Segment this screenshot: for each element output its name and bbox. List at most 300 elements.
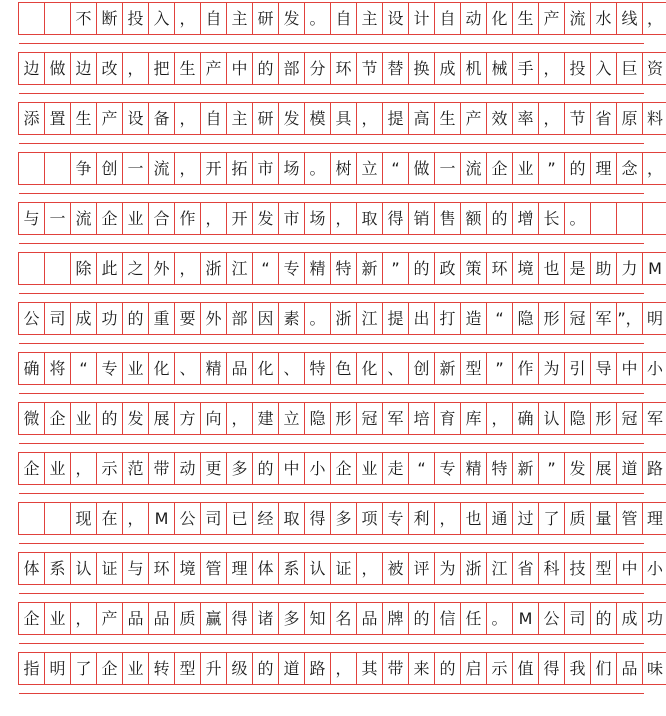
grid-cell: 巨 — [616, 52, 642, 85]
grid-cell: 库 — [460, 402, 486, 435]
grid-cell: 育 — [434, 402, 460, 435]
grid-cell: 自 — [434, 2, 460, 35]
grid-cell: 江 — [356, 302, 382, 335]
grid-cell: 企 — [18, 602, 44, 635]
grid-cell: 现 — [70, 502, 96, 535]
text-row — [19, 202, 644, 235]
grid-cell — [18, 252, 44, 285]
grid-cell: 争 — [70, 152, 96, 185]
grid-cell: 带 — [148, 452, 174, 485]
grid-cell: 流 — [564, 2, 590, 35]
grid-cell: 销 — [408, 202, 434, 235]
grid-cell: 的 — [96, 402, 122, 435]
grid-cell: 培 — [408, 402, 434, 435]
grid-cell: 成 — [616, 602, 642, 635]
grid-cell: 多 — [330, 502, 356, 535]
grid-cell: 素 — [278, 302, 304, 335]
grid-cell: 成 — [434, 52, 460, 85]
grid-cell: ， — [174, 252, 200, 285]
grid-cell: 念 — [616, 152, 642, 185]
text-row — [19, 452, 663, 485]
grid-cell: 小 — [642, 552, 666, 585]
grid-cell: 特 — [330, 252, 356, 285]
grid-cell: 开 — [200, 152, 226, 185]
grid-cell: 级 — [226, 652, 252, 685]
grid-cell: 投 — [122, 2, 148, 35]
grid-cell: ， — [642, 152, 666, 185]
grid-cell: 隐 — [564, 402, 590, 435]
grid-cell: 中 — [278, 452, 304, 485]
grid-cell: 把 — [148, 52, 174, 85]
grid-cell: 赢 — [200, 602, 226, 635]
grid-cell: 得 — [382, 202, 408, 235]
grid-cell: 生 — [174, 52, 200, 85]
grid-cell: 设 — [122, 102, 148, 135]
grid-cell: 专 — [278, 252, 304, 285]
grid-cell: 新 — [512, 452, 538, 485]
grid-cell: 发 — [252, 202, 278, 235]
row-separator-line — [19, 243, 644, 244]
grid-cell: 通 — [486, 502, 512, 535]
grid-cell: 业 — [122, 652, 148, 685]
grid-cell: “ — [382, 152, 408, 185]
grid-cell: 经 — [252, 502, 278, 535]
grid-cell: 明 — [642, 302, 666, 335]
grid-cell: 环 — [148, 552, 174, 585]
grid-cell: 专 — [382, 502, 408, 535]
grid-cell: 化 — [252, 352, 278, 385]
grid-cell: 境 — [174, 552, 200, 585]
text-row — [19, 652, 663, 685]
grid-cell: 开 — [226, 202, 252, 235]
grid-cell: 更 — [200, 452, 226, 485]
grid-cell: 中 — [226, 52, 252, 85]
grid-cell: 理 — [590, 152, 616, 185]
grid-cell: 公 — [538, 602, 564, 635]
grid-cell: 节 — [564, 102, 590, 135]
grid-cell: 、 — [382, 352, 408, 385]
grid-cell: 立 — [356, 152, 382, 185]
grid-cell: 创 — [408, 352, 434, 385]
grid-cell: 投 — [564, 52, 590, 85]
grid-cell: 系 — [278, 552, 304, 585]
grid-cell: 原 — [616, 102, 642, 135]
grid-cell: 企 — [18, 452, 44, 485]
row-separator-line — [19, 43, 644, 44]
grid-cell: 过 — [512, 502, 538, 535]
grid-cell: 线 — [616, 2, 642, 35]
grid-cell: ， — [356, 552, 382, 585]
grid-cell: 边 — [18, 52, 44, 85]
manuscript-grid-paper — [19, 0, 663, 716]
grid-cell: 换 — [408, 52, 434, 85]
grid-cell: 理 — [642, 502, 666, 535]
grid-cell: 水 — [590, 2, 616, 35]
grid-cell: 业 — [70, 402, 96, 435]
grid-cell: 出 — [408, 302, 434, 335]
grid-cell: 其 — [356, 652, 382, 685]
grid-cell: 的 — [590, 602, 616, 635]
grid-cell: 升 — [200, 652, 226, 685]
grid-cell: 军 — [590, 302, 616, 335]
grid-cell: 品 — [226, 352, 252, 385]
grid-cell: 企 — [330, 452, 356, 485]
grid-cell: 发 — [564, 452, 590, 485]
grid-cell: 道 — [616, 452, 642, 485]
grid-cell: 市 — [252, 152, 278, 185]
grid-cell: ， — [174, 102, 200, 135]
grid-cell: 要 — [174, 302, 200, 335]
grid-cell: “ — [70, 352, 96, 385]
grid-cell: 断 — [96, 2, 122, 35]
grid-cell: 节 — [356, 52, 382, 85]
grid-cell: 新 — [434, 352, 460, 385]
row-separator-line — [19, 493, 644, 494]
grid-cell: 江 — [486, 552, 512, 585]
grid-cell: ， — [70, 602, 96, 635]
grid-cell: 色 — [330, 352, 356, 385]
row-separator-line — [19, 593, 644, 594]
grid-cell — [18, 502, 44, 535]
grid-cell: 资 — [642, 52, 666, 85]
grid-cell — [616, 202, 642, 235]
grid-cell: 备 — [148, 102, 174, 135]
grid-cell: 发 — [278, 102, 304, 135]
grid-cell: 除 — [70, 252, 96, 285]
row-separator-line — [19, 193, 644, 194]
grid-cell: 业 — [122, 352, 148, 385]
grid-cell: 了 — [70, 652, 96, 685]
grid-cell: 特 — [304, 352, 330, 385]
grid-cell: 政 — [434, 252, 460, 285]
grid-cell: 带 — [382, 652, 408, 685]
grid-cell: ， — [538, 52, 564, 85]
grid-cell: 形 — [590, 402, 616, 435]
grid-cell: 冠 — [356, 402, 382, 435]
grid-cell: 增 — [512, 202, 538, 235]
grid-cell: ， — [486, 402, 512, 435]
grid-cell: 造 — [460, 302, 486, 335]
grid-cell: 微 — [18, 402, 44, 435]
row-separator-line — [19, 643, 644, 644]
grid-cell: 明 — [44, 652, 70, 685]
grid-cell: ” — [538, 452, 564, 485]
grid-cell: 浙 — [330, 302, 356, 335]
grid-cell: 认 — [70, 552, 96, 585]
grid-cell: “ — [252, 252, 278, 285]
grid-cell: 场 — [278, 152, 304, 185]
grid-cell: 型 — [460, 352, 486, 385]
grid-cell: 得 — [304, 502, 330, 535]
grid-cell — [642, 202, 666, 235]
grid-cell: 诸 — [252, 602, 278, 635]
grid-cell: 体 — [252, 552, 278, 585]
grid-cell: 入 — [148, 2, 174, 35]
grid-cell: 因 — [252, 302, 278, 335]
grid-cell: 、 — [174, 352, 200, 385]
grid-cell: 得 — [538, 652, 564, 685]
grid-cell: 质 — [174, 602, 200, 635]
grid-cell: 企 — [486, 152, 512, 185]
grid-cell: 也 — [538, 252, 564, 285]
grid-cell: 小 — [642, 352, 666, 385]
grid-cell: 做 — [408, 152, 434, 185]
grid-cell: 重 — [148, 302, 174, 335]
grid-cell: 体 — [18, 552, 44, 585]
grid-cell: 型 — [174, 652, 200, 685]
grid-cell: 料 — [642, 102, 666, 135]
grid-cell: 外 — [200, 302, 226, 335]
text-row — [19, 102, 663, 135]
grid-cell: 指 — [18, 652, 44, 685]
grid-cell: 任 — [460, 602, 486, 635]
grid-cell: 理 — [226, 552, 252, 585]
grid-cell: 环 — [486, 252, 512, 285]
text-row — [19, 402, 663, 435]
grid-cell: 化 — [148, 352, 174, 385]
grid-cell: 械 — [486, 52, 512, 85]
grid-cell: 添 — [18, 102, 44, 135]
grid-cell: ” — [486, 352, 512, 385]
grid-cell: 自 — [330, 2, 356, 35]
grid-cell: 科 — [538, 552, 564, 585]
grid-cell: 具 — [330, 102, 356, 135]
grid-cell: 浙 — [460, 552, 486, 585]
grid-cell: 自 — [200, 102, 226, 135]
grid-cell: 一 — [44, 202, 70, 235]
grid-cell: 的 — [252, 652, 278, 685]
grid-cell: 自 — [200, 2, 226, 35]
grid-cell: 值 — [512, 652, 538, 685]
grid-cell: 市 — [278, 202, 304, 235]
grid-cell: 技 — [564, 552, 590, 585]
grid-cell: 流 — [70, 202, 96, 235]
grid-cell: 拓 — [226, 152, 252, 185]
grid-cell: 流 — [460, 152, 486, 185]
grid-cell: 的 — [434, 652, 460, 685]
grid-cell: 的 — [486, 202, 512, 235]
grid-cell: 司 — [200, 502, 226, 535]
grid-cell: ， — [70, 452, 96, 485]
grid-cell: 精 — [200, 352, 226, 385]
grid-cell: 范 — [122, 452, 148, 485]
grid-cell: 为 — [538, 352, 564, 385]
grid-cell: 的 — [252, 452, 278, 485]
grid-cell: 业 — [356, 452, 382, 485]
text-row — [19, 502, 663, 535]
text-row — [19, 352, 663, 385]
grid-cell: 中 — [616, 352, 642, 385]
grid-cell: 公 — [18, 302, 44, 335]
grid-cell: 的 — [252, 52, 278, 85]
grid-cell: 证 — [330, 552, 356, 585]
text-row — [19, 302, 663, 335]
grid-cell: 多 — [226, 452, 252, 485]
grid-cell: 此 — [96, 252, 122, 285]
grid-cell: 司 — [564, 602, 590, 635]
grid-cell — [18, 152, 44, 185]
grid-cell: 策 — [460, 252, 486, 285]
grid-cell: 的 — [122, 302, 148, 335]
grid-cell: 手 — [512, 52, 538, 85]
grid-cell: 启 — [460, 652, 486, 685]
text-row — [19, 252, 662, 285]
grid-cell: 证 — [96, 552, 122, 585]
grid-cell: ， — [200, 202, 226, 235]
grid-cell: 产 — [460, 102, 486, 135]
grid-cell: 产 — [200, 52, 226, 85]
grid-cell — [44, 502, 70, 535]
grid-cell: 研 — [252, 102, 278, 135]
grid-cell: 环 — [330, 52, 356, 85]
grid-cell: 江 — [226, 252, 252, 285]
grid-cell: 精 — [460, 452, 486, 485]
grid-cell: 主 — [356, 2, 382, 35]
grid-cell: 不 — [70, 2, 96, 35]
grid-cell: ， — [356, 102, 382, 135]
grid-cell: ” — [382, 252, 408, 285]
grid-cell: 了 — [538, 502, 564, 535]
grid-cell: 打 — [434, 302, 460, 335]
grid-cell: 与 — [18, 202, 44, 235]
grid-cell: 浙 — [200, 252, 226, 285]
grid-cell: 机 — [460, 52, 486, 85]
grid-cell: 作 — [174, 202, 200, 235]
grid-cell: 专 — [434, 452, 460, 485]
grid-cell: 置 — [44, 102, 70, 135]
grid-cell: 为 — [434, 552, 460, 585]
grid-cell: 、 — [278, 352, 304, 385]
grid-cell: 一 — [434, 152, 460, 185]
grid-cell: ， — [330, 202, 356, 235]
grid-cell: 系 — [44, 552, 70, 585]
grid-cell: 公 — [174, 502, 200, 535]
grid-cell: 主 — [226, 102, 252, 135]
grid-cell: 小 — [304, 452, 330, 485]
grid-cell: 是 — [564, 252, 590, 285]
grid-cell: 企 — [44, 402, 70, 435]
grid-cell: 专 — [96, 352, 122, 385]
grid-cell: 将 — [44, 352, 70, 385]
grid-cell: 军 — [382, 402, 408, 435]
grid-cell: 的 — [408, 252, 434, 285]
grid-cell: 管 — [200, 552, 226, 585]
grid-cell: ， — [226, 402, 252, 435]
grid-cell: ， — [174, 152, 200, 185]
grid-cell: 在 — [96, 502, 122, 535]
grid-cell: ， — [174, 2, 200, 35]
row-separator-line — [19, 343, 644, 344]
grid-cell: 生 — [434, 102, 460, 135]
grid-cell: 确 — [512, 402, 538, 435]
grid-cell: ， — [122, 52, 148, 85]
row-separator-line — [19, 443, 644, 444]
grid-cell: 助 — [590, 252, 616, 285]
grid-cell: 业 — [122, 202, 148, 235]
grid-cell: 发 — [122, 402, 148, 435]
grid-cell: 境 — [512, 252, 538, 285]
grid-cell: 立 — [278, 402, 304, 435]
grid-cell: 省 — [590, 102, 616, 135]
grid-cell: 品 — [356, 602, 382, 635]
grid-cell: 分 — [304, 52, 330, 85]
grid-cell: 路 — [304, 652, 330, 685]
grid-cell: 设 — [382, 2, 408, 35]
grid-cell: 也 — [460, 502, 486, 535]
grid-cell: 产 — [538, 2, 564, 35]
grid-cell: 模 — [304, 102, 330, 135]
grid-cell: 的 — [408, 602, 434, 635]
grid-cell: 流 — [148, 152, 174, 185]
grid-cell: 做 — [44, 52, 70, 85]
grid-cell: M — [642, 252, 666, 285]
grid-cell: 企 — [96, 202, 122, 235]
grid-cell: 信 — [434, 602, 460, 635]
grid-cell: 动 — [460, 2, 486, 35]
grid-cell: 认 — [304, 552, 330, 585]
grid-cell: 走 — [382, 452, 408, 485]
grid-cell: 功 — [96, 302, 122, 335]
grid-cell: 来 — [408, 652, 434, 685]
grid-cell: 产 — [96, 102, 122, 135]
grid-cell: ， — [642, 2, 666, 35]
grid-cell: 冠 — [616, 402, 642, 435]
grid-cell: 示 — [486, 652, 512, 685]
grid-cell: 质 — [564, 502, 590, 535]
grid-cell: 成 — [70, 302, 96, 335]
grid-cell: 边 — [70, 52, 96, 85]
grid-cell: M — [148, 502, 174, 535]
grid-cell: 额 — [460, 202, 486, 235]
grid-cell: 名 — [330, 602, 356, 635]
grid-cell: 外 — [148, 252, 174, 285]
grid-cell: 冠 — [564, 302, 590, 335]
grid-cell: 树 — [330, 152, 356, 185]
grid-cell: 部 — [226, 302, 252, 335]
grid-cell: 型 — [590, 552, 616, 585]
grid-cell: 一 — [122, 152, 148, 185]
grid-cell: 替 — [382, 52, 408, 85]
grid-cell: 中 — [616, 552, 642, 585]
grid-cell: ”， — [616, 302, 642, 335]
grid-cell: 多 — [278, 602, 304, 635]
grid-cell: 们 — [590, 652, 616, 685]
grid-cell: 力 — [616, 252, 642, 285]
grid-cell: 隐 — [304, 402, 330, 435]
grid-cell: 功 — [642, 602, 666, 635]
grid-cell — [590, 202, 616, 235]
grid-cell: 建 — [252, 402, 278, 435]
grid-cell: 我 — [564, 652, 590, 685]
grid-cell: 生 — [70, 102, 96, 135]
grid-cell: 导 — [590, 352, 616, 385]
grid-cell: 取 — [356, 202, 382, 235]
grid-cell: M — [512, 602, 538, 635]
grid-cell: 动 — [174, 452, 200, 485]
grid-cell: 入 — [590, 52, 616, 85]
grid-cell: 向 — [200, 402, 226, 435]
grid-cell: 化 — [356, 352, 382, 385]
grid-cell: 牌 — [382, 602, 408, 635]
row-separator-line — [19, 393, 644, 394]
grid-cell: 利 — [408, 502, 434, 535]
grid-cell: 。 — [304, 2, 330, 35]
grid-cell: 形 — [538, 302, 564, 335]
grid-cell: 认 — [538, 402, 564, 435]
grid-cell: 省 — [512, 552, 538, 585]
row-separator-line — [19, 293, 644, 294]
grid-cell: 部 — [278, 52, 304, 85]
